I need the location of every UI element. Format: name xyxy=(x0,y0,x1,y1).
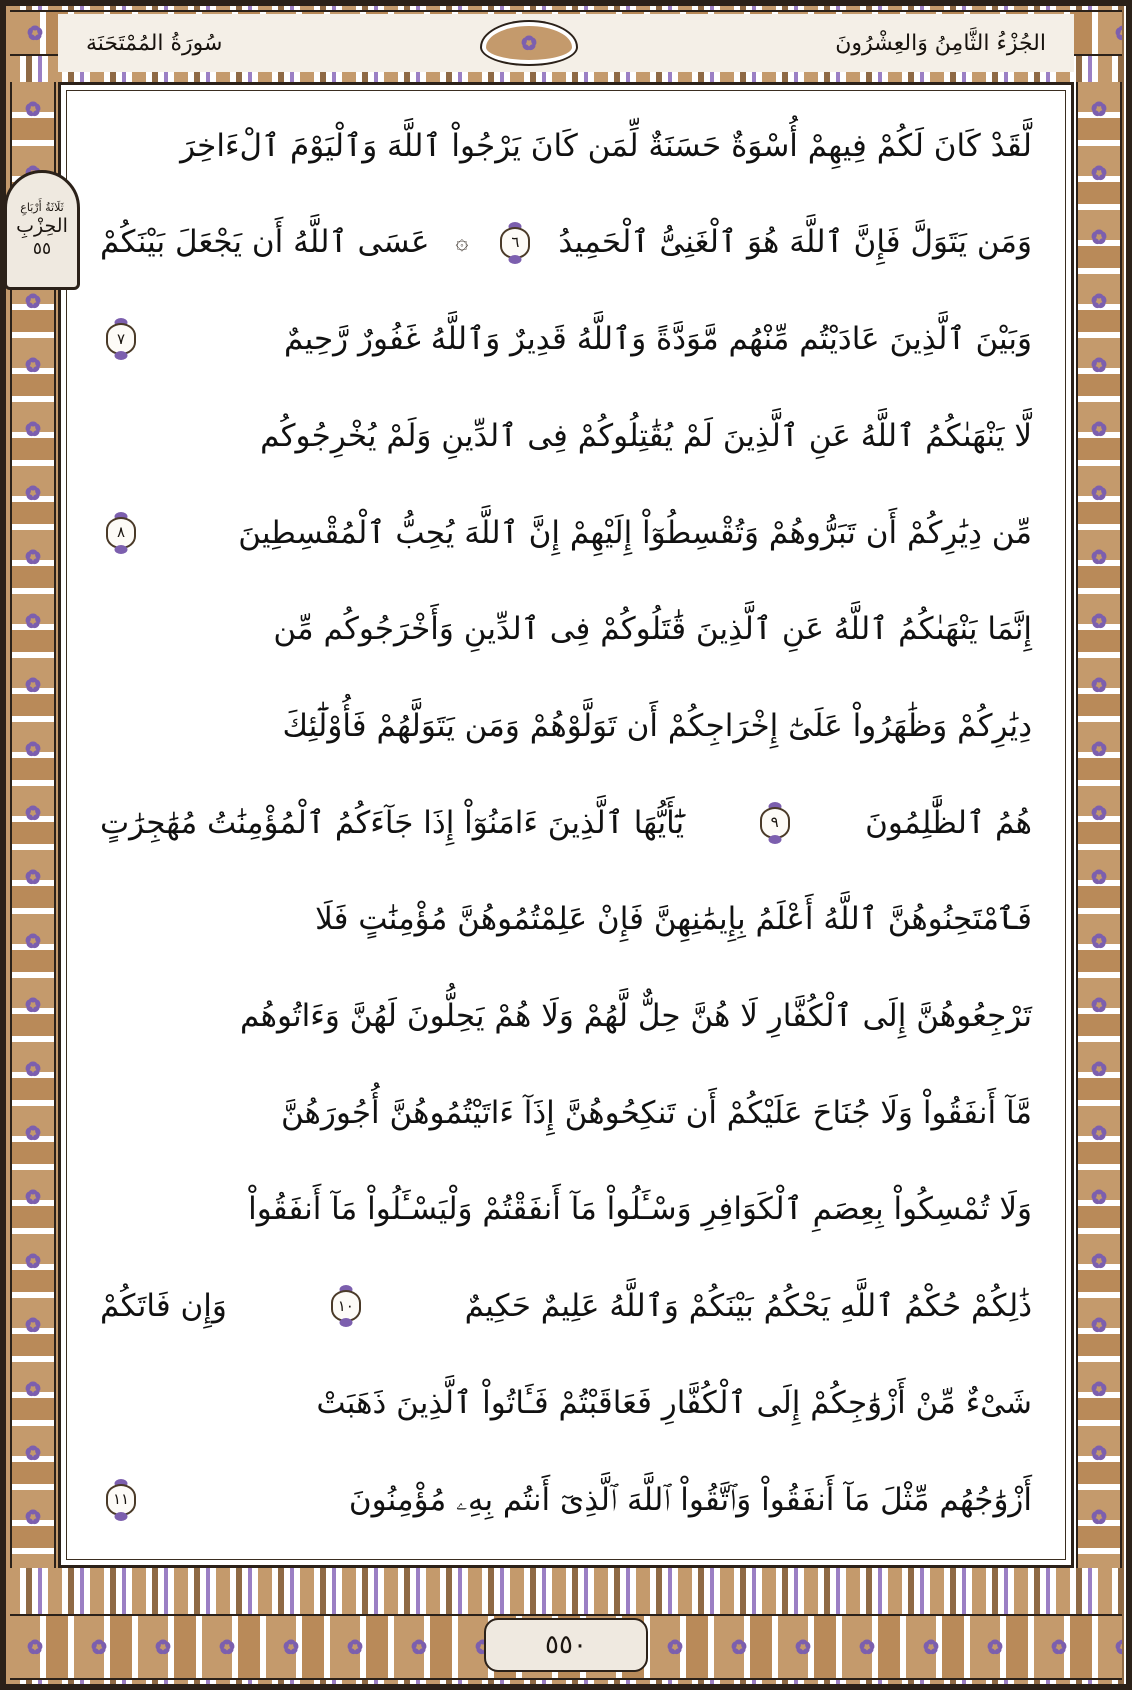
quran-text-area xyxy=(78,100,1054,1550)
flower-icon xyxy=(26,24,44,42)
ayah-number-marker: ٧ xyxy=(104,319,138,359)
flower-icon xyxy=(410,1638,428,1656)
quran-text-segment: مَّآ أَنفَقُواْ وَلَا جُنَاحَ عَلَيْكُمْ أَن تَنكِحُوهُنَّ إِذَآ ءَاتَيْتُمُوهُنَّ أُجُورَهُنَّ xyxy=(280,1094,1032,1131)
quran-line xyxy=(100,976,1032,1056)
hizb-word: الحِزْبِ xyxy=(16,215,68,237)
flower-icon xyxy=(26,1638,44,1656)
flower-icon xyxy=(24,356,42,374)
flower-icon xyxy=(24,100,42,118)
flower-icon xyxy=(1090,1316,1108,1334)
flower-icon xyxy=(666,1638,684,1656)
flower-icon xyxy=(24,1060,42,1078)
quran-text-segment: لَّقَدْ كَانَ لَكُمْ فِيهِمْ أُسْوَةٌ حَسَنَةٌ لِّمَن كَانَ يَرْجُواْ ٱللَّهَ وَٱلْيَوْمَ ٱلْءَاخِرَ xyxy=(180,127,1032,164)
quran-line xyxy=(100,1363,1032,1443)
quran-text-segment: مِّن دِيَٰرِكُمْ أَن تَبَرُّوهُمْ وَتُقْسِطُوٓاْ إِلَيْهِمْ إِنَّ ٱللَّهَ يُحِبُّ ٱلْمُقْسِطِينَ xyxy=(238,514,1032,551)
flower-icon xyxy=(24,676,42,694)
flower-icon xyxy=(1090,292,1108,310)
flower-icon xyxy=(24,292,42,310)
flower-icon xyxy=(1090,868,1108,886)
flower-icon xyxy=(24,740,42,758)
quran-line xyxy=(100,1073,1032,1153)
header-medallion-icon xyxy=(469,21,589,65)
flower-icon xyxy=(519,33,539,53)
flower-icon xyxy=(282,1638,300,1656)
quran-line xyxy=(100,299,1032,379)
quran-line xyxy=(100,106,1032,186)
quran-text-segment: شَىْءٌ مِّنْ أَزْوَٰجِكُمْ إِلَى ٱلْكُفَّارِ فَعَاقَبْتُمْ فَـَٔاتُواْ ٱلَّذِينَ ذَهَبَتْ xyxy=(316,1384,1032,1421)
flower-icon xyxy=(1114,24,1122,42)
quran-text-segment: يَٰٓأَيُّهَا ٱلَّذِينَ ءَامَنُوٓاْ إِذَا جَآءَكُمُ ٱلْمُؤْمِنَٰتُ مُهَٰجِرَٰتٍ xyxy=(100,804,685,841)
flower-icon xyxy=(24,484,42,502)
surah-label: سُورَةُ المُمْتَحَنَة xyxy=(86,30,223,56)
flower-icon xyxy=(794,1638,812,1656)
flower-icon xyxy=(24,1316,42,1334)
flower-icon xyxy=(1090,996,1108,1014)
flower-icon xyxy=(1114,1638,1122,1656)
quran-line xyxy=(100,396,1032,476)
quran-text-segment: وَمَن يَتَوَلَّ فَإِنَّ ٱللَّهَ هُوَ ٱلْغَنِىُّ ٱلْحَمِيدُ xyxy=(558,224,1032,261)
ayah-number-marker: ٨ xyxy=(104,513,138,553)
flower-icon xyxy=(1090,100,1108,118)
flower-icon xyxy=(1090,932,1108,950)
flower-icon xyxy=(154,1638,172,1656)
flower-icon xyxy=(1090,484,1108,502)
flower-icon xyxy=(24,420,42,438)
ayah-number-marker: ٩ xyxy=(758,803,792,843)
flower-icon xyxy=(1090,1060,1108,1078)
page-number: ٥٥٠ xyxy=(545,1630,587,1660)
quran-line xyxy=(100,1460,1032,1540)
hizb-marker xyxy=(4,170,80,290)
flower-icon xyxy=(1050,1638,1068,1656)
flower-icon xyxy=(1090,1380,1108,1398)
quran-text-segment: وَإِن فَاتَكُمْ xyxy=(100,1288,227,1325)
quran-line xyxy=(100,1266,1032,1346)
flower-icon xyxy=(1090,1444,1108,1462)
flower-icon xyxy=(346,1638,364,1656)
quran-text-segment: أَزْوَٰجُهُم مِّثْلَ مَآ أَنفَقُواْ وَٱتَّقُواْ ٱللَّهَ ٱلَّذِىٓ أَنتُم بِهِۦ مُؤْمِنُونَ xyxy=(348,1481,1032,1518)
quran-text-segment: إِنَّمَا يَنْهَىٰكُمُ ٱللَّهُ عَنِ ٱلَّذِينَ قَٰتَلُوكُمْ فِى ٱلدِّينِ وَأَخْرَجُوكُم مِّن xyxy=(273,611,1032,648)
quran-line xyxy=(100,880,1032,960)
page-header xyxy=(58,14,1074,72)
quran-line xyxy=(100,203,1032,283)
flower-icon xyxy=(24,1444,42,1462)
page-number-cartouche xyxy=(484,1618,648,1672)
quran-line xyxy=(100,686,1032,766)
ayah-number-marker: ١٠ xyxy=(329,1286,363,1326)
flower-icon xyxy=(858,1638,876,1656)
flower-icon xyxy=(218,1638,236,1656)
flower-icon xyxy=(90,1638,108,1656)
quran-text-segment: وَبَيْنَ ٱلَّذِينَ عَادَيْتُم مِّنْهُم مَّوَدَّةً وَٱللَّهُ قَدِيرٌ وَٱللَّهُ غَفُورٌ رَّحِيمٌ xyxy=(284,321,1032,358)
flower-icon xyxy=(24,1124,42,1142)
flower-icon xyxy=(24,996,42,1014)
flower-icon xyxy=(1090,228,1108,246)
flower-icon xyxy=(1090,420,1108,438)
flower-icon xyxy=(24,548,42,566)
quran-text-segment: هُمُ ٱلظَّٰلِمُونَ xyxy=(865,804,1032,841)
quran-line xyxy=(100,1170,1032,1250)
ornamental-column-right xyxy=(1076,82,1122,1568)
flower-icon xyxy=(986,1638,1004,1656)
quran-text-segment: ذَٰلِكُمْ حُكْمُ ٱللَّهِ يَحْكُمُ بَيْنَكُمْ وَٱللَّهُ عَلِيمٌ حَكِيمٌ xyxy=(464,1288,1032,1325)
quran-text-segment: لَّا يَنْهَىٰكُمُ ٱللَّهُ عَنِ ٱلَّذِينَ لَمْ يُقَٰتِلُوكُمْ فِى ٱلدِّينِ وَلَمْ يُخْرِجُوكُم xyxy=(260,417,1032,454)
flower-icon xyxy=(1090,164,1108,182)
flower-icon xyxy=(1090,548,1108,566)
flower-icon xyxy=(24,1188,42,1206)
ayah-number-marker: ٦ xyxy=(498,223,532,263)
ornamental-column-left xyxy=(10,82,56,1568)
quran-text-segment: دِيَٰرِكُمْ وَظَٰهَرُواْ عَلَىٰٓ إِخْرَاجِكُمْ أَن تَوَلَّوْهُمْ وَمَن يَتَوَلَّهُمْ فَأُوْلَٰٓئِكَ xyxy=(282,707,1032,744)
hizb-number: ٥٥ xyxy=(32,239,52,259)
quran-line xyxy=(100,590,1032,670)
quran-text-segment: فَٱمْتَحِنُوهُنَّ ٱللَّهُ أَعْلَمُ بِإِيمَٰنِهِنَّ فَإِنْ عَلِمْتُمُوهُنَّ مُؤْمِنَٰتٍ فَلَا xyxy=(315,901,1032,938)
flower-icon xyxy=(24,1380,42,1398)
flower-icon xyxy=(1090,1508,1108,1526)
quran-line xyxy=(100,493,1032,573)
flower-icon xyxy=(1090,676,1108,694)
hizb-fraction: ثَلَاثَةُ أَرْبَاعِ xyxy=(20,201,64,214)
flower-icon xyxy=(24,932,42,950)
ayah-number-marker: ١١ xyxy=(104,1480,138,1520)
flower-icon xyxy=(24,868,42,886)
quran-line xyxy=(100,783,1032,863)
rub-el-hizb-icon: ۞ xyxy=(455,230,469,256)
flower-icon xyxy=(1090,356,1108,374)
flower-icon xyxy=(24,612,42,630)
flower-icon xyxy=(1090,1252,1108,1270)
flower-icon xyxy=(1090,612,1108,630)
flower-icon xyxy=(1090,740,1108,758)
flower-icon xyxy=(1090,1188,1108,1206)
flower-icon xyxy=(922,1638,940,1656)
juz-label: الجُزْءُ الثَّامِنُ وَالعِشْرُونَ xyxy=(835,30,1046,56)
flower-icon xyxy=(24,1508,42,1526)
flower-icon xyxy=(1090,1124,1108,1142)
flower-icon xyxy=(24,804,42,822)
flower-icon xyxy=(24,1252,42,1270)
quran-text-segment: تَرْجِعُوهُنَّ إِلَى ٱلْكُفَّارِ لَا هُنَّ حِلٌّ لَّهُمْ وَلَا هُمْ يَحِلُّونَ لَهُنَّ وَءَاتُوهُم xyxy=(240,998,1032,1035)
quran-text-segment: وَلَا تُمْسِكُواْ بِعِصَمِ ٱلْكَوَافِرِ وَسْـَٔلُواْ مَآ أَنفَقْتُمْ وَلْيَسْـَٔلُواْ مَآ أَنفَقُواْ xyxy=(248,1191,1032,1228)
quran-text-segment: عَسَى ٱللَّهُ أَن يَجْعَلَ بَيْنَكُمْ xyxy=(100,224,430,261)
flower-icon xyxy=(1090,804,1108,822)
flower-icon xyxy=(730,1638,748,1656)
